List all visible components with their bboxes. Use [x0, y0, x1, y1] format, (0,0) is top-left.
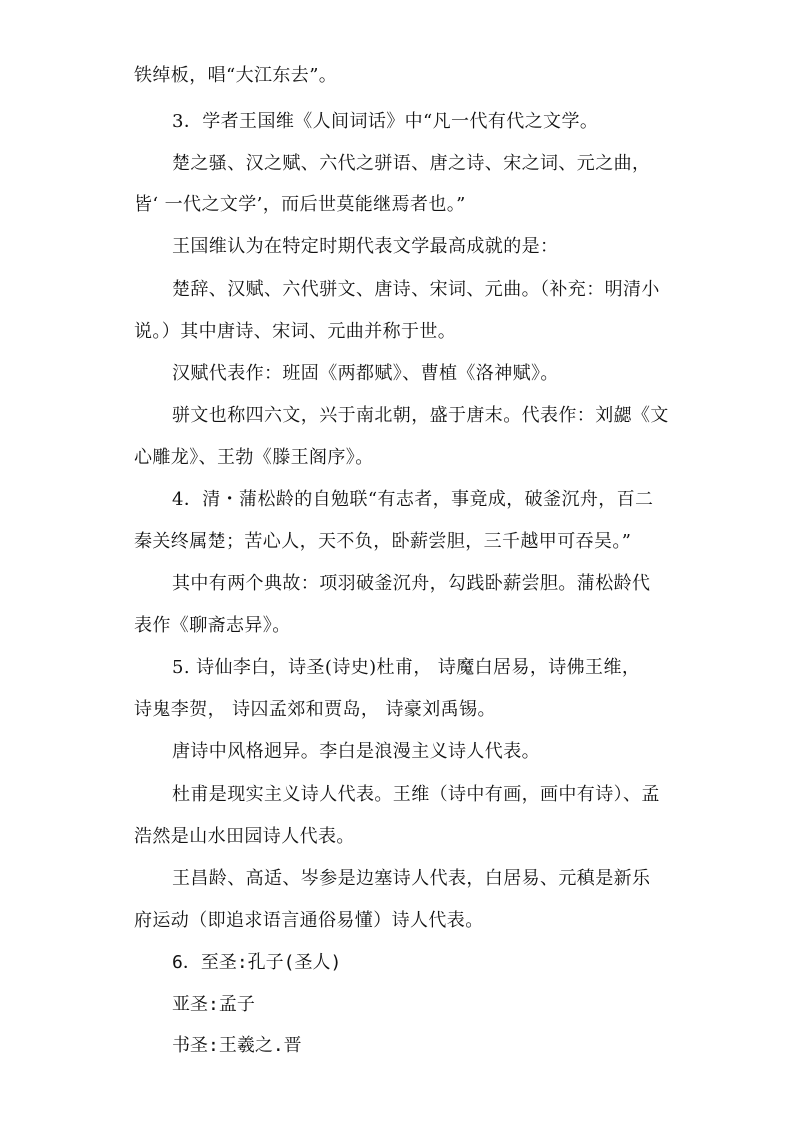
text-line-11: 4．清・蒲松龄的自勉联“有志者，事竟成，破釜沉舟，百二 — [172, 489, 654, 510]
text-line-5: 王国维认为在特定时期代表文学最高成就的是： — [172, 236, 559, 257]
text-line-12: 秦关终属楚；苦心人，天不负，卧薪尝胆，三千越甲可吞吴。” — [134, 531, 632, 552]
text-line-18: 杜甫是现实主义诗人代表。王维（诗中有画，画中有诗）、孟 — [172, 784, 660, 805]
text-line-7: 说。）其中唐诗、宋词、元曲并称于世。 — [134, 321, 457, 342]
text-line-6: 楚辞、汉赋、六代骈文、唐诗、宋词、元曲。（补充：明清小 — [172, 279, 660, 300]
text-line-2: 3．学者王国维《人间词话》中“凡一代有代之文学。 — [172, 111, 599, 132]
text-line-21: 府运动（即追求语言通俗易懂）诗人代表。 — [134, 910, 484, 931]
text-line-20: 王昌龄、高适、岑参是边塞诗人代表，白居易、元稹是新乐 — [172, 868, 651, 889]
text-line-8: 汉赋代表作：班固《两都赋》、曹植《洛神赋》。 — [172, 363, 559, 384]
text-line-1: 铁绰板，唱“大江东去”。 — [134, 65, 338, 86]
text-line-10: 心雕龙》、王勃《滕王阁序》。 — [134, 447, 374, 468]
text-line-15: 5. 诗仙李白，诗圣(诗史)杜甫， 诗魔白居易，诗佛王维， — [172, 657, 641, 678]
text-line-16: 诗鬼李贺， 诗囚孟郊和贾岛， 诗豪刘禹锡。 — [134, 699, 496, 720]
text-line-19: 浩然是山水田园诗人代表。 — [134, 826, 355, 847]
text-line-23: 亚圣:孟子 — [172, 994, 255, 1015]
text-line-3: 楚之骚、汉之赋、六代之骈语、唐之诗、宋之词、元之曲， — [172, 153, 651, 174]
text-line-22: 6．至圣:孔子(圣人) — [172, 952, 342, 973]
text-line-9: 骈文也称四六文，兴于南北朝，盛于唐末。代表作：刘勰《文 — [172, 405, 669, 426]
text-line-13: 其中有两个典故：项羽破釜沉舟，勾践卧薪尝胆。蒲松龄代 — [172, 573, 651, 594]
text-line-24: 书圣:王羲之.晋 — [172, 1035, 302, 1056]
text-line-4: 皆‘ 一代之文学’，而后世莫能继焉者也。” — [134, 194, 466, 215]
text-line-14: 表作《聊斋志异》。 — [134, 615, 291, 636]
text-line-17: 唐诗中风格迥异。李白是浪漫主义诗人代表。 — [172, 741, 540, 762]
